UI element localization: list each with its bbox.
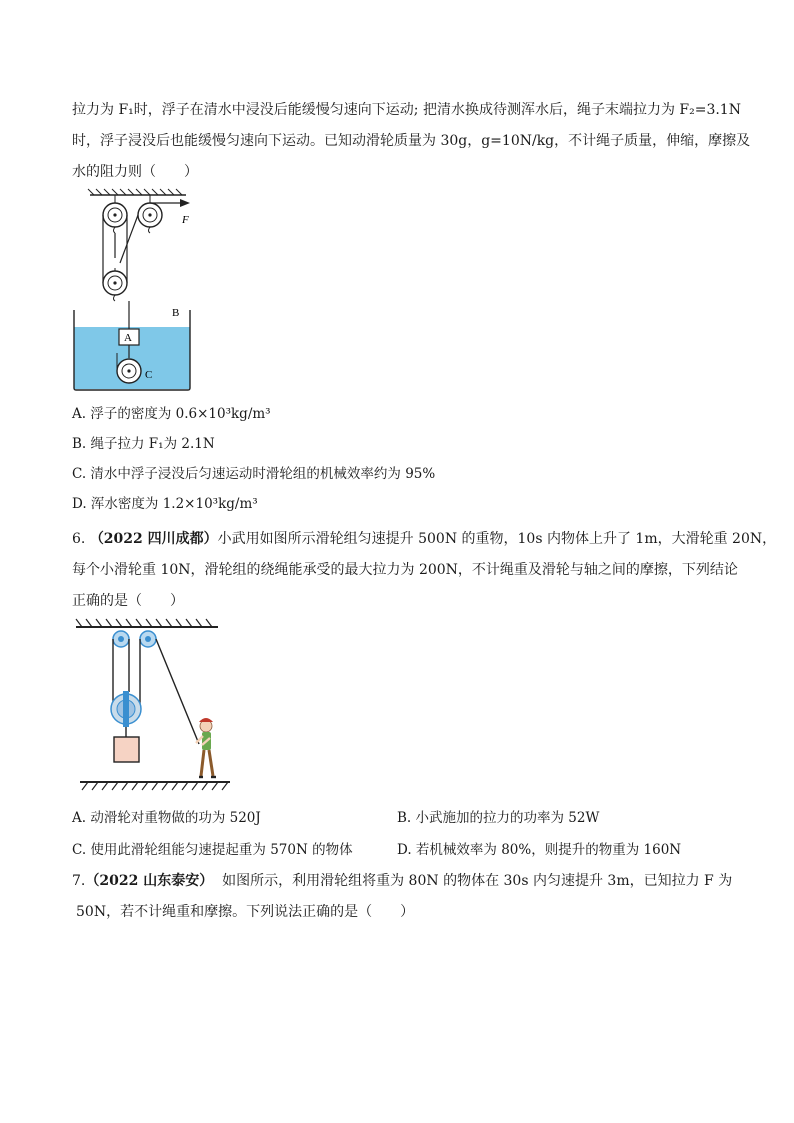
q6-source: （2022 四川成都）: [89, 531, 218, 547]
q6-text-line2: 每个小滑轮重 10N，滑轮组的绕绳能承受的最大拉力为 200N，不计绳重及滑轮与轴之间的摩擦，下列结论: [72, 562, 738, 578]
q6-stem-1: 小武用如图所示滑轮组匀速提升 500N 的重物，10s 内物体上升了 1m，大滑轮重 20N，: [217, 531, 777, 547]
label-B: B: [172, 307, 180, 319]
q7-number: 7.: [72, 873, 86, 889]
q6-option-a: A. 动滑轮对重物做的功为 520J: [72, 810, 261, 826]
q6-weight-box: [114, 737, 139, 762]
q5-text-line1: 拉力为 F₁时，浮子在清水中浸没后能缓慢匀速向下运动; 把清水换成待测浑水后，绳子末端拉力为 F₂=3.1N: [72, 102, 741, 118]
q5-option-b: B. 绳子拉力 F₁为 2.1N: [72, 436, 215, 452]
q5-option-a: A. 浮子的密度为 0.6×10³kg/m³: [72, 406, 271, 422]
q7-source: （2022 山东泰安）: [85, 873, 214, 889]
q7-stem-1: 如图所示，利用滑轮组将重为 80N 的物体在 30s 内匀速提升 3m，已知拉力 F 为: [222, 873, 733, 889]
q6-option-c: C. 使用此滑轮组能匀速提起重为 570N 的物体: [72, 842, 353, 858]
label-C: C: [145, 369, 153, 381]
label-A: A: [124, 332, 132, 344]
person-icon: [196, 718, 216, 777]
q6-text-line1: [72, 529, 776, 549]
q7-text-line1: [72, 871, 732, 891]
q6-pulley-figure: [74, 618, 236, 800]
q5-option-c: C. 清水中浮子浸没后匀速运动时滑轮组的机械效率约为 95%: [72, 466, 436, 482]
q5-pulley-figure: [68, 188, 208, 393]
label-F: F: [182, 214, 189, 226]
q5-option-d: D. 浑水密度为 1.2×10³kg/m³: [72, 496, 258, 512]
q6-number: 6.: [72, 531, 90, 547]
q6-text-line3: 正确的是（ ）: [72, 593, 184, 609]
q5-text-line3: 水的阻力则（ ）: [72, 164, 198, 180]
q5-text-line2: 时，浮子浸没后也能缓慢匀速向下运动。已知动滑轮质量为 30g，g=10N/kg，不计绳子质量，伸缩，摩擦及: [72, 133, 751, 149]
q6-option-d: D. 若机械效率为 80%，则提升的物重为 160N: [397, 842, 682, 858]
q7-text-line2: 50N，若不计绳重和摩擦。下列说法正确的是（ ）: [76, 904, 415, 920]
q6-option-b: B. 小武施加的拉力的功率为 52W: [397, 810, 600, 826]
